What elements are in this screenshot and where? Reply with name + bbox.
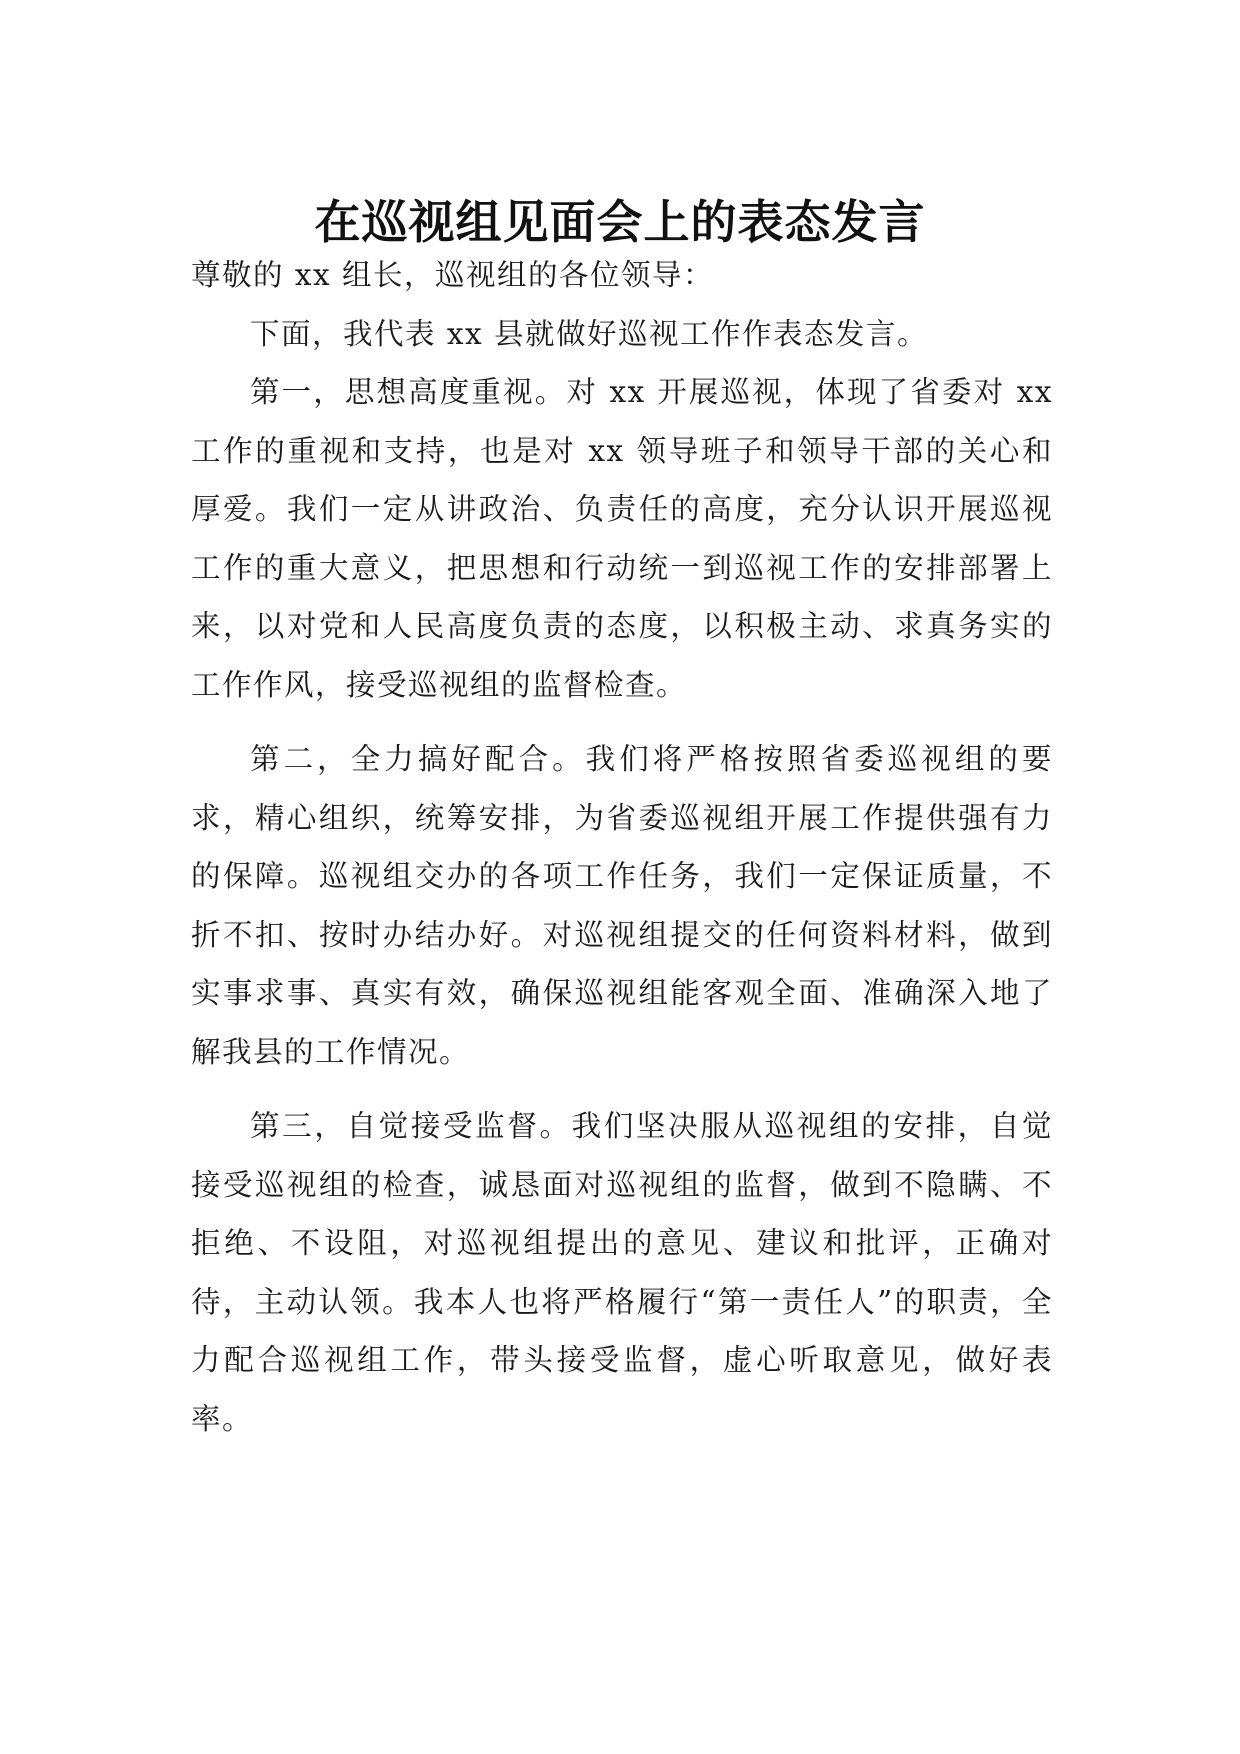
document-title: 在巡视组见面会上的表态发言 bbox=[314, 195, 926, 249]
paragraph-third-point: 第三，自觉接受监督。我们坚决服从巡视组的安排，自觉接受巡视组的检查，诚恳面对巡视组的监督，做到不隐瞒、不拒绝、不设阻，对巡视组提出的意见、建议和批评，正确对待，主动认领。我本人也将严格履行“第一责任人”的职责，全力配合巡视组工作，带头接受监督，虚心听取意见，做好表率。 bbox=[191, 1109, 1053, 1436]
paragraph-second-point: 第二，全力搞好配合。我们将严格按照省委巡视组的要求，精心组织，统筹安排，为省委巡视组开展工作提供强有力的保障。巡视组交办的各项工作任务，我们一定保证质量，不折不扣、按时办结办好。对巡视组提交的任何资料材料，做到实事求事、真实有效，确保巡视组能客观全面、准确深入地了解我县的工作情况。 bbox=[191, 742, 1053, 1069]
paragraph-first-point: 第一，思想高度重视。对 xx 开展巡视，体现了省委对 xx 工作的重视和支持，也是对 xx 领导班子和领导干部的关心和厚爱。我们一定从讲政治、负责任的高度，充分认识开展巡视工作的重大意义，把思想和行动统一到巡视工作的安排部署上来，以对党和人民高度负责的态度，以积极主动、求真务实的工作作风，接受巡视组的监督检查。 bbox=[191, 375, 1053, 702]
paragraph-intro: 下面，我代表 xx 县就做好巡视工作作表态发言。 bbox=[250, 316, 929, 351]
salutation: 尊敬的 xx 组长，巡视组的各位领导： bbox=[191, 258, 715, 292]
document-body bbox=[191, 246, 1053, 1448]
